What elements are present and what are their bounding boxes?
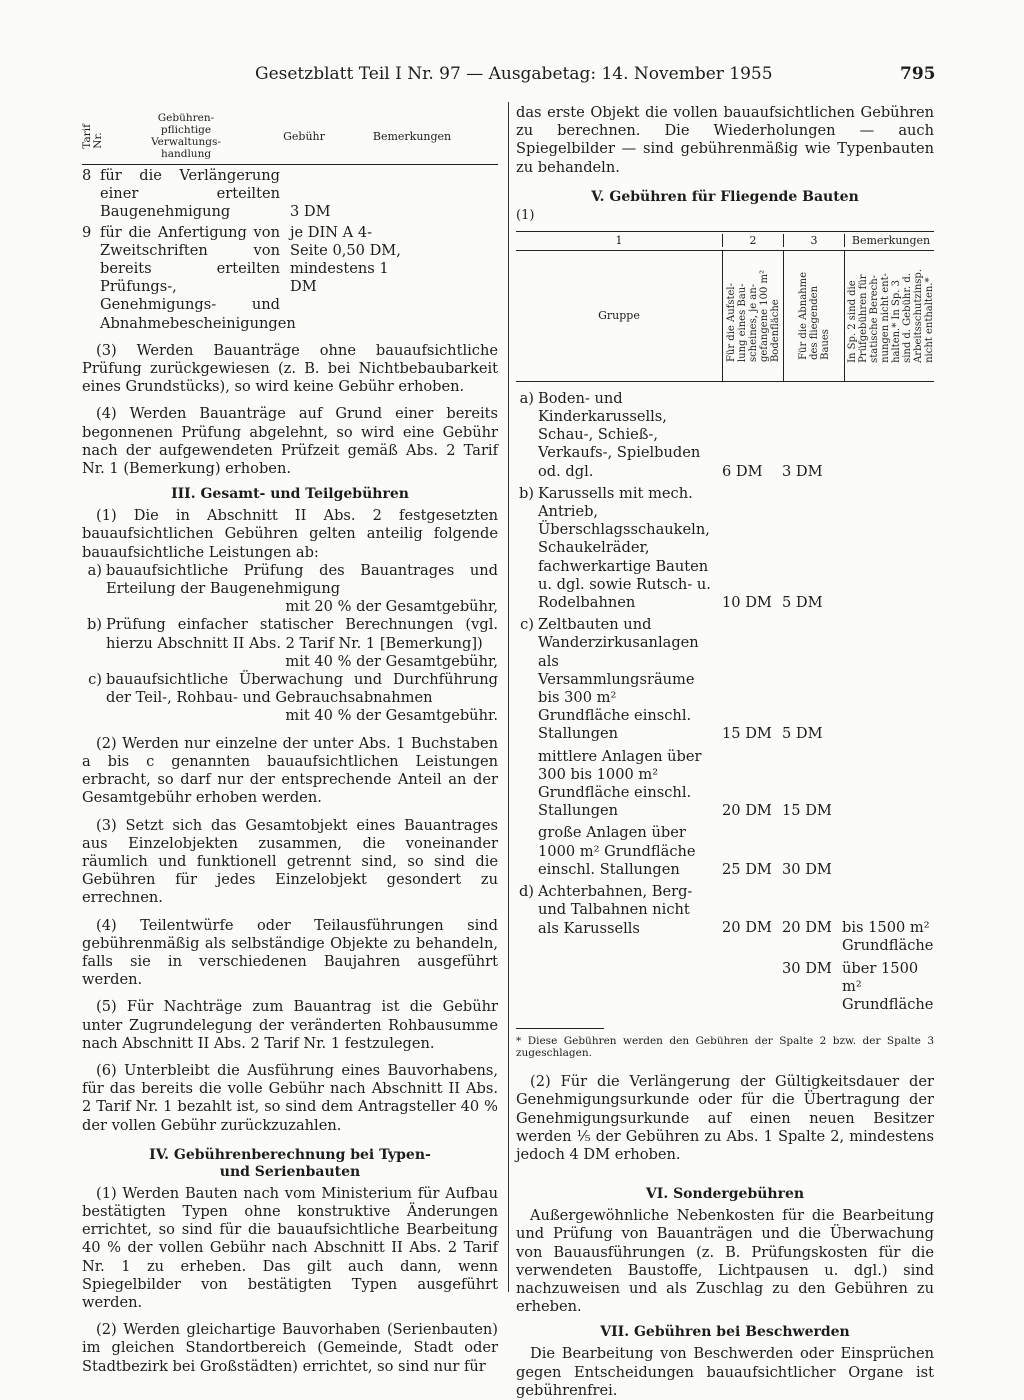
row-col3: 5 DM xyxy=(782,725,823,743)
tariff-table-header xyxy=(82,112,498,165)
tariff-text: für die Verlängerung einer erteilten Baugenehmigung xyxy=(100,167,280,221)
paragraph: (3) Setzt sich das Gesamtobjekt eines Bauantrages aus Einzelobjekten zusammen, die voneinander räumlich und funktionell getrennt sind, so sind die Gebühren für jedes Einzelobjekt gesondert zu errechnen. xyxy=(82,816,498,907)
row-text: mittlere Anlagen über 300 bis 1000 m² Grundfläche einschl. Stallungen xyxy=(538,747,702,820)
paragraph: (6) Unterbleibt die Ausführung eines Bauvorhabens, für das bereits die volle Gebühr nach Abschnitt II Abs. 2 Tarif Nr. 1 bezahlt ist, so sind dem Antragsteller 40 % der vollen Gebühr zurückzuzahlen. xyxy=(82,1061,498,1134)
section-heading: III. Gesamt- und Teilgebühren xyxy=(171,486,409,503)
col2-head: Für die Aufstel- lung eines Bau- scheines, je an- gefangene 100 m² Bodenfläche xyxy=(725,269,781,362)
row-col4 xyxy=(842,748,934,821)
list-text: bauaufsichtliche Prüfung des Bauantrages und Erteilung der Baugenehmigung xyxy=(106,561,498,598)
table-row xyxy=(516,390,934,481)
row-col4: über 1500 m² Grundfläche xyxy=(842,959,934,1013)
paragraph: das erste Objekt die vollen bauaufsichtlichen Gebühren zu berechnen. Die Wiederholungen — auch Spiegelbilder — sind gebührenmäßig wie Typenbauten zu behandeln. xyxy=(516,104,934,176)
running-head: Gesetzblatt Teil I Nr. 97 — Ausgabetag: 14. November 1955 xyxy=(255,64,773,84)
row-col3: 15 DM xyxy=(782,802,832,820)
list-share: mit 40 % der Gesamtgebühr. xyxy=(285,707,498,725)
paragraph: (3) Werden Bauanträge ohne bauaufsichtliche Prüfung zurückgewiesen (z. B. bei Nichtbebaubarkeit eines Grundstücks), so wird keine Gebühr erhoben. xyxy=(82,341,498,396)
col4-head: In Sp. 2 sind die Prüfgebühren für statische Berech- nungen nicht ent- halten.* In Sp. 3 sind d. Gebühr. d. Arbeitsschutzinsp. nicht enthalten.* xyxy=(847,268,935,363)
row-col3: 3 DM xyxy=(782,462,823,480)
section-heading: VII. Gebühren bei Beschwerden xyxy=(600,1324,850,1341)
row-col3: 5 DM xyxy=(782,594,823,612)
tariff-row xyxy=(82,224,498,333)
list-share: mit 20 % der Gesamtgebühr, xyxy=(285,598,498,616)
row-label: d) xyxy=(518,883,534,901)
bemerkungen-head: Bemerkungen xyxy=(372,129,452,143)
paragraph: Außergewöhnliche Nebenkosten für die Bearbeitung und Prüfung von Bauanträgen und die Überwachung von Bauausführungen (z. B. Prüfungskosten für die verwendeten Baustoffe, Lichtpausen u. dgl.) sind nachzuweisen und als Zuschlag zu den Gebühren zu erheben. xyxy=(516,1207,934,1316)
paragraph: (1) Die in Abschnitt II Abs. 2 festgesetzten bauaufsichtlichen Gebühren gelten anteilig folgende bauaufsichtliche Leistungen ab: xyxy=(82,507,498,561)
tariff-nr: 9 xyxy=(82,223,92,241)
row-text: Karussells mit mech. Antrieb, Überschlagsschaukeln, Schaukelräder, fachwerkartige Bauten u. dgl. sowie Rutsch- u. Rodelbahnen xyxy=(538,484,711,612)
right-column xyxy=(516,104,934,1400)
col3-head: Für die Abnahme des fliegenden Baues xyxy=(797,271,831,360)
row-col4 xyxy=(842,824,934,879)
list-label: c) xyxy=(88,671,102,689)
row-text: Zeltbauten und Wanderzirkusanlagen als Versammlungsräume bis 300 m² Grundfläche einschl. Stallungen xyxy=(538,616,699,743)
list-share: mit 40 % der Gesamtgebühr, xyxy=(285,652,498,670)
table-row xyxy=(516,960,934,1015)
page-number: 795 xyxy=(900,64,936,84)
column-divider xyxy=(508,102,509,1292)
row-col2: 25 DM xyxy=(722,860,772,878)
list-label: b) xyxy=(86,616,102,634)
row-label: b) xyxy=(518,484,534,502)
row-col2: 20 DM xyxy=(722,919,772,937)
subsection-label: (1) xyxy=(516,207,535,223)
list-item xyxy=(82,562,498,617)
row-col4: bis 1500 m² Grundfläche xyxy=(842,919,934,955)
col-number: Bemerkungen xyxy=(844,234,937,247)
row-text: Achterbahnen, Berg- und Talbahnen nicht als Karussells xyxy=(538,883,693,937)
gruppe-head: Gruppe xyxy=(598,309,640,323)
left-column xyxy=(82,104,498,1376)
paragraph: (2) Werden nur einzelne der unter Abs. 1 Buchstaben a bis c genannten bauaufsichtlichen Leistungen erbracht, so darf nur der entsprechende Anteil an der Gesamtgebühr erhoben werden. xyxy=(82,734,498,807)
row-label: a) xyxy=(519,389,534,407)
list-label: a) xyxy=(87,561,102,579)
col-number: 1 xyxy=(615,234,623,248)
tariff-nr: 8 xyxy=(82,167,92,184)
paragraph: (1) Werden Bauten nach vom Ministerium für Aufbau bestätigten Typen ohne konstruktive Änderungen errichtet, so sind für die bauaufsichtliche Bearbeitung 40 % der vollen Gebühr nach Abschnitt II Abs. 2 Tarif Nr. 1 zu erheben. Das gilt auch dann, wenn Spiegelbilder von bestätigten Typen ausgeführt werden. xyxy=(82,1184,498,1311)
col-number: 2 xyxy=(722,234,783,247)
tarif-nr-head: Tarif Nr. xyxy=(81,123,104,149)
fee-table-header xyxy=(516,251,934,382)
table-row xyxy=(516,824,934,879)
row-col3: 30 DM xyxy=(782,959,832,977)
row-text: große Anlagen über 1000 m² Grundfläche einschl. Stallungen xyxy=(538,824,696,878)
paragraph: (2) Für die Verlängerung der Gültigkeitsdauer der Genehmigungsurkunde oder für die Übertragung der Genehmigungsurkunde auf einen neuen Besitzer werden ⅕ der Gebühren zu Abs. 1 Spalte 2, mindestens jedoch 4 DM erhoben. xyxy=(516,1073,934,1163)
table-row xyxy=(516,616,934,743)
gebuehr-head: Gebühr xyxy=(283,129,325,143)
row-col4 xyxy=(842,390,934,481)
paragraph: (4) Teilentwürfe oder Teilausführungen sind gebührenmäßig als selbständige Objekte zu behandeln, falls sie in verschiedenen Baujahren ausgeführt werden. xyxy=(82,916,498,989)
row-col2: 6 DM xyxy=(722,462,763,480)
row-text: Boden- und Kinderkarussells, Schau-, Schieß-, Verkaufs-, Spielbuden od. dgl. xyxy=(538,389,701,480)
row-col4 xyxy=(842,485,934,612)
tariff-row xyxy=(82,167,498,222)
row-col3: 30 DM xyxy=(782,860,832,878)
section-heading: VI. Sondergebühren xyxy=(645,1186,805,1203)
section-heading: IV. Gebührenberechnung bei Typen- und Serienbauten xyxy=(149,1146,431,1180)
row-col2: 15 DM xyxy=(722,725,772,743)
row-col4 xyxy=(842,616,934,743)
list-item xyxy=(82,616,498,671)
footnote: * Diese Gebühren werden den Gebühren der Spalte 2 bzw. der Spalte 3 zugeschlagen. xyxy=(516,1035,934,1060)
row-col2: 20 DM xyxy=(722,802,772,820)
footnote-rule xyxy=(516,1028,604,1029)
list-item xyxy=(82,671,498,726)
row-label: c) xyxy=(520,616,534,634)
row-col2: 10 DM xyxy=(722,594,772,612)
paragraph: Die Bearbeitung von Beschwerden oder Einsprüchen gegen Entscheidungen bauaufsichtlicher Organe ist gebührenfrei. xyxy=(516,1345,934,1399)
verwaltungshandlung-head: Gebühren- pflichtige Verwaltungs- handlung xyxy=(151,112,221,160)
paragraph: (2) Werden gleichartige Bauvorhaben (Serienbauten) im gleichen Standortbereich (Gemeinde, Stadt oder Stadtbezirk bei Großstädten) errichtet, so sind nur für xyxy=(82,1321,498,1375)
paragraph: (4) Werden Bauanträge auf Grund einer bereits begonnenen Prüfung abgelehnt, so wird eine Gebühr nach der aufgewendeten Prüfzeit gemäß Abs. 2 Tarif Nr. 1 (Bemerkung) erhoben. xyxy=(82,405,498,478)
tariff-fee: je DIN A 4-Seite 0,50 DM, mindestens 1 DM xyxy=(290,223,401,296)
table-row xyxy=(516,883,934,955)
tariff-fee: 3 DM xyxy=(290,203,331,221)
fee-table-body xyxy=(516,390,934,1014)
row-label xyxy=(516,824,538,879)
table-row xyxy=(516,748,934,821)
row-col3: 20 DM xyxy=(782,919,832,937)
list-text: bauaufsichtliche Überwachung und Durchführung der Teil-, Rohbau- und Gebrauchsabnahmen xyxy=(106,671,498,707)
row-label xyxy=(516,748,538,821)
list-text: Prüfung einfacher statischer Berechnungen (vgl. hierzu Abschnitt II Abs. 2 Tarif Nr. 1 [Bemerkung]) xyxy=(106,616,498,652)
col-number: 3 xyxy=(783,234,844,247)
fee-table-column-numbers xyxy=(516,231,934,251)
paragraph: (5) Für Nachträge zum Bauantrag ist die Gebühr unter Zugrundelegung der veränderten Rohbausumme nach Abschnitt II Abs. 2 Tarif Nr. 1 festzulegen. xyxy=(82,998,498,1052)
tariff-text: für die Anfertigung von Zweitschriften von bereits erteilten Prüfungs-, Genehmigungs- und Abnahmebescheinigungen xyxy=(100,223,296,332)
section-heading: V. Gebühren für Fliegende Bauten xyxy=(591,188,859,205)
table-row xyxy=(516,485,934,612)
